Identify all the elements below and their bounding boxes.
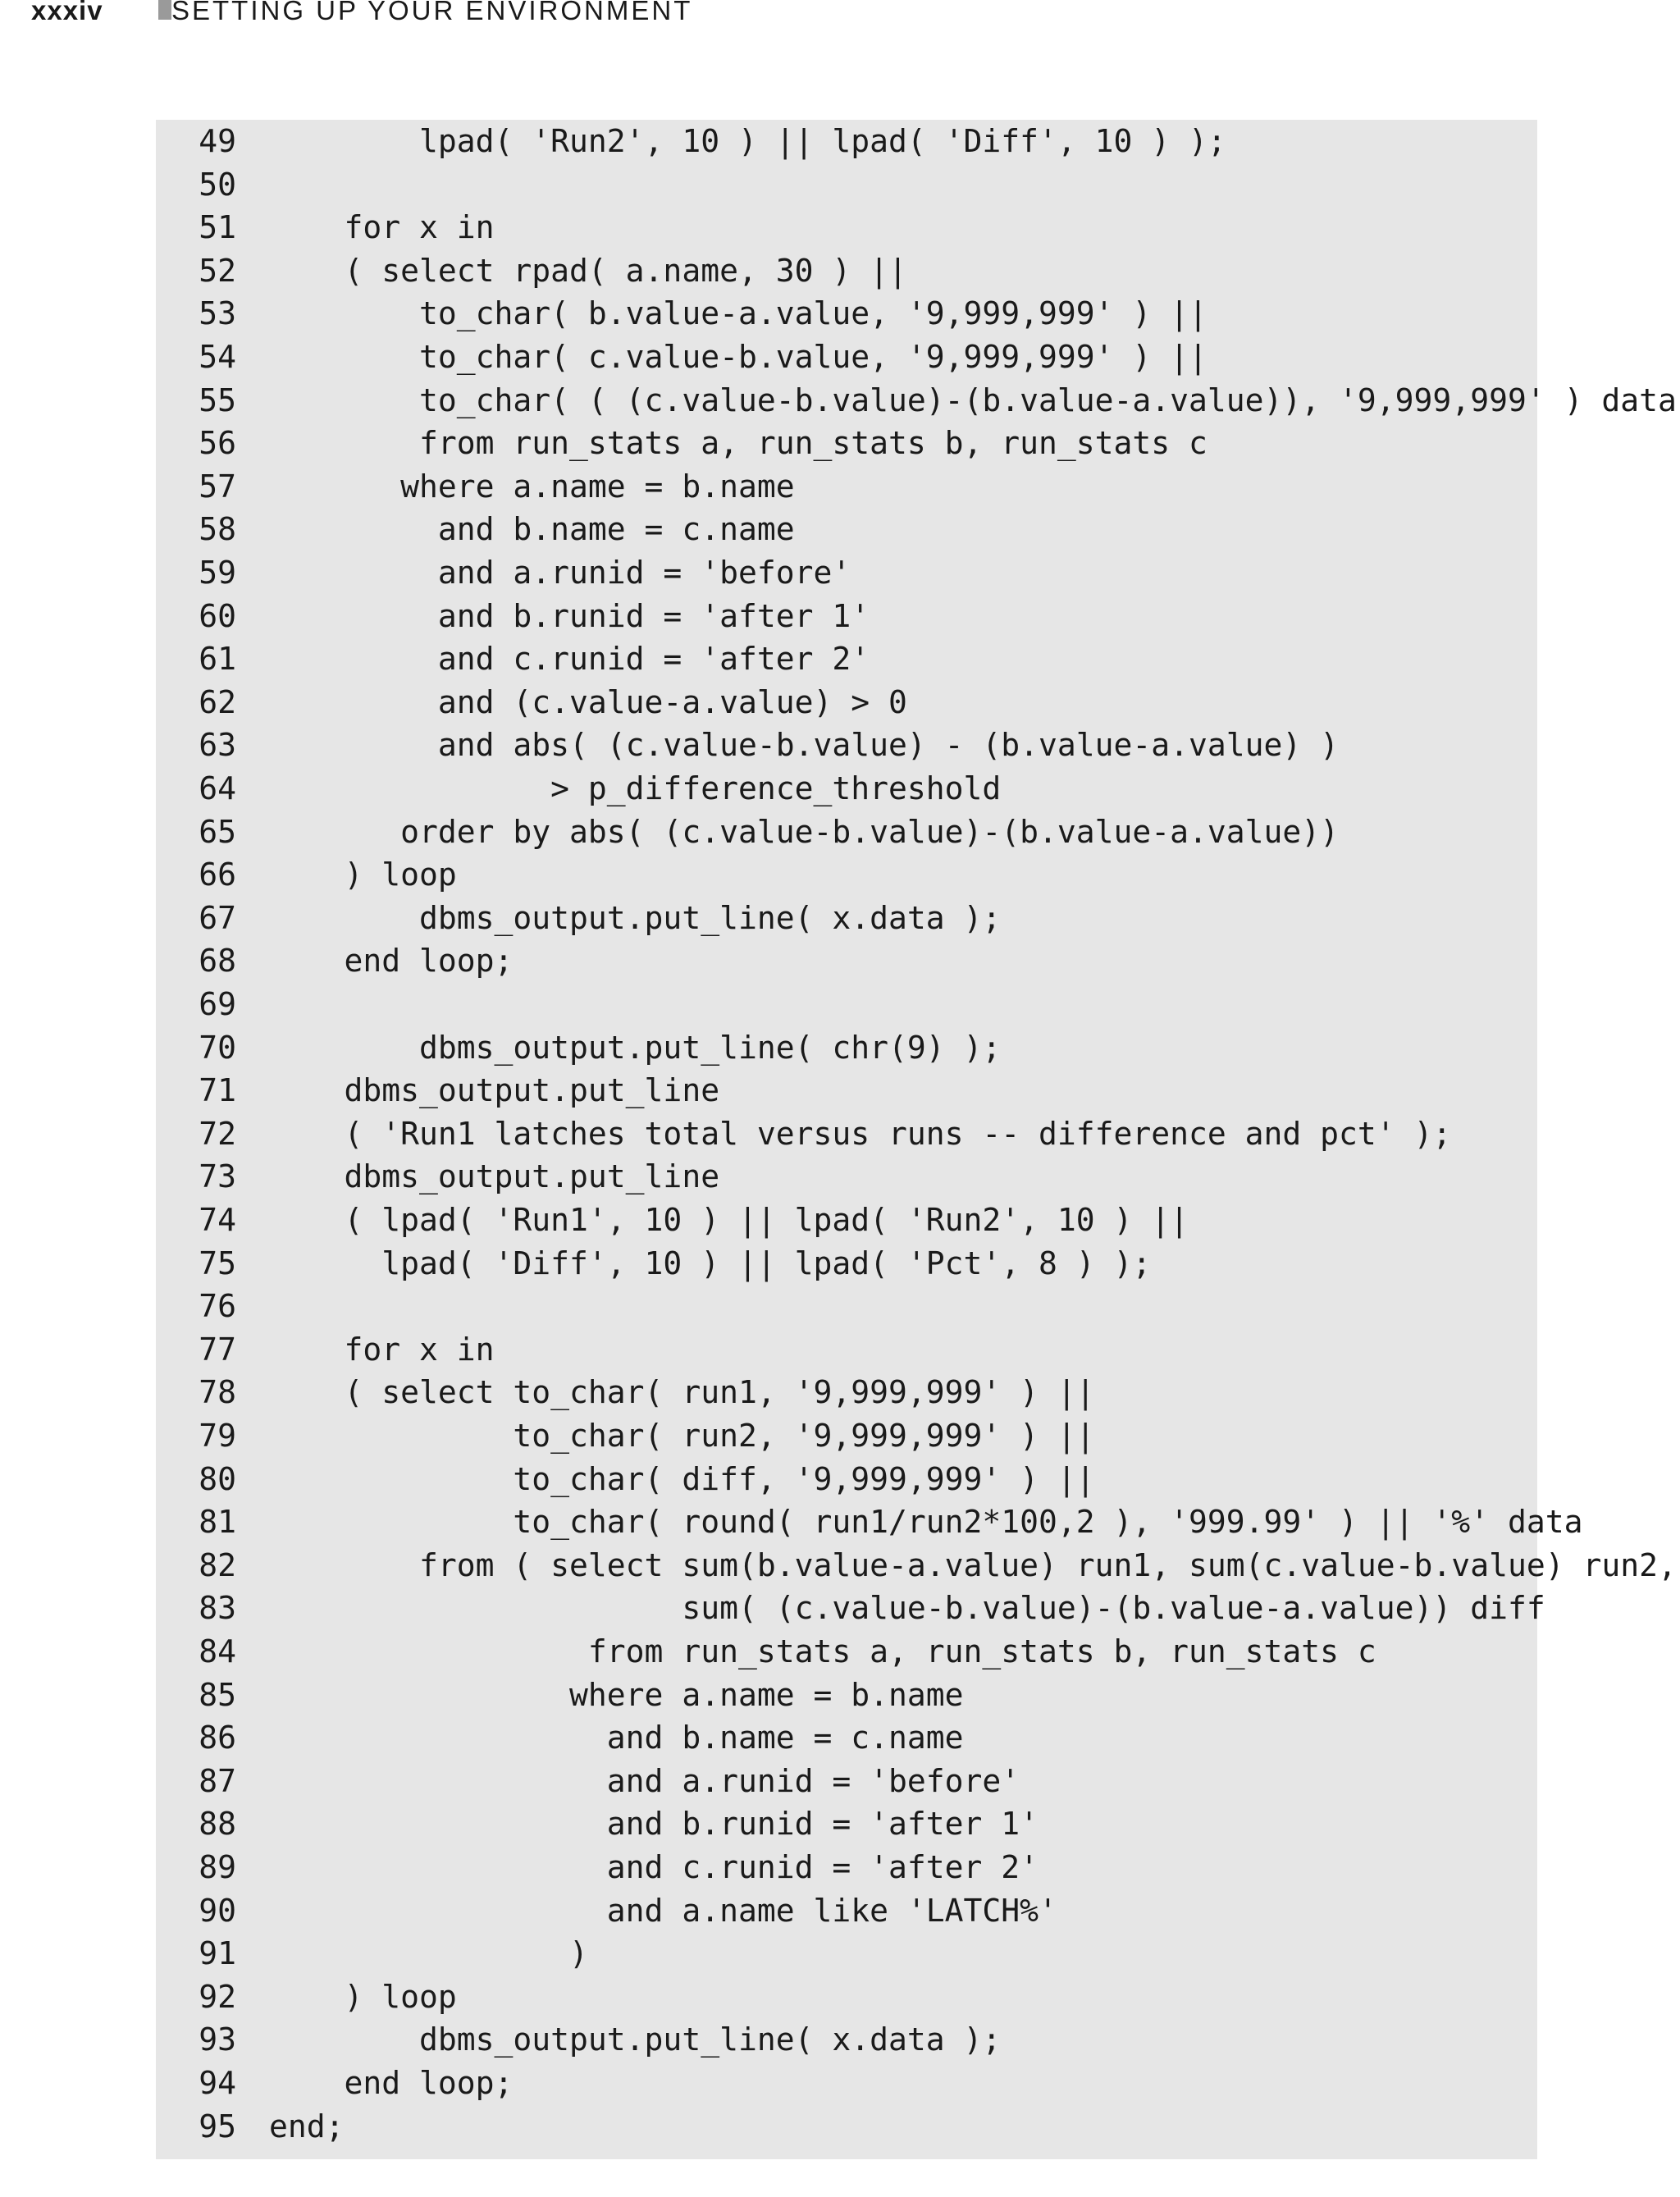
line-number: 55: [199, 381, 236, 418]
code-line: [156, 853, 457, 897]
line-number: 88: [199, 1806, 236, 1843]
code-line: [156, 595, 870, 638]
code-text: to_char( diff, '9,999,999' ) ||: [269, 1460, 1095, 1497]
line-number: 85: [199, 1676, 236, 1713]
code-text: end loop;: [269, 2065, 514, 2101]
code-line: [156, 1328, 495, 1372]
line-number: 82: [199, 1546, 236, 1583]
running-head: SETTING UP YOUR ENVIRONMENT: [171, 0, 693, 25]
code-text: for x in: [269, 209, 495, 246]
code-line: [156, 1112, 1451, 1156]
line-number: 93: [199, 2021, 236, 2058]
line-number: 51: [199, 209, 236, 246]
code-line: [156, 2062, 513, 2105]
code-line: [156, 465, 795, 509]
line-number: 77: [199, 1331, 236, 1368]
code-listing: [156, 120, 1677, 2159]
code-line: [156, 379, 1677, 422]
code-text: ( select to_char( run1, '9,999,999' ) ||: [269, 1374, 1095, 1411]
line-number: 64: [199, 770, 236, 806]
line-number: 80: [199, 1460, 236, 1497]
line-number: 54: [199, 339, 236, 375]
line-number: 53: [199, 295, 236, 332]
line-number: 52: [199, 252, 236, 289]
line-number: 87: [199, 1762, 236, 1799]
code-line: [156, 336, 1208, 379]
code-text: and c.runid = 'after 2': [269, 641, 870, 678]
code-text: end loop;: [269, 943, 514, 980]
line-number: 90: [199, 1892, 236, 1929]
page-header: [0, 0, 1680, 33]
code-text: and b.runid = 'after 1': [269, 1806, 1039, 1843]
line-number: 67: [199, 899, 236, 936]
code-text: from run_stats a, run_stats b, run_stats c: [269, 1633, 1376, 1669]
code-text: dbms_output.put_line: [269, 1158, 720, 1195]
line-number: 69: [199, 986, 236, 1022]
code-text: to_char( round( run1/run2*100,2 ), '999.99' ) || '%' data: [269, 1504, 1583, 1541]
code-text: and a.runid = 'before': [269, 1762, 1020, 1799]
code-line: [156, 724, 1339, 767]
code-text: and b.name = c.name: [269, 1720, 964, 1756]
code-line: [156, 1069, 719, 1112]
code-line: [156, 1199, 1189, 1242]
code-line: [156, 1975, 457, 2019]
code-line: [156, 811, 1339, 854]
line-number: 92: [199, 1978, 236, 2015]
code-text: dbms_output.put_line: [269, 1072, 720, 1109]
code-text: and b.runid = 'after 1': [269, 597, 870, 634]
code-line: [156, 1414, 1095, 1458]
code-line: [156, 508, 795, 551]
code-line: [156, 939, 513, 983]
line-number: 79: [199, 1418, 236, 1454]
line-number: 65: [199, 813, 236, 850]
code-text: and abs( (c.value-b.value) - (b.value-a.value) ): [269, 727, 1340, 764]
line-number: 57: [199, 468, 236, 505]
code-line: [156, 1889, 1057, 1933]
code-text: ) loop: [269, 856, 457, 893]
line-number: 59: [199, 555, 236, 591]
code-text: and a.runid = 'before': [269, 555, 851, 591]
line-number: 70: [199, 1029, 236, 1066]
code-line: [156, 1500, 1582, 1544]
line-number: 68: [199, 943, 236, 980]
code-line: [156, 1587, 1545, 1630]
line-number: 58: [199, 511, 236, 548]
code-line: [156, 1544, 1677, 1587]
code-text: dbms_output.put_line( x.data );: [269, 899, 1002, 936]
code-text: end;: [269, 2108, 345, 2144]
line-number: 86: [199, 1720, 236, 1756]
code-line: [156, 897, 1001, 940]
code-text: where a.name = b.name: [269, 1676, 964, 1713]
code-line: [156, 422, 1208, 465]
code-text: lpad( 'Diff', 10 ) || lpad( 'Pct', 8 ) );: [269, 1245, 1152, 1281]
code-line: [156, 1155, 719, 1199]
header-divider-bar: [158, 0, 171, 20]
code-line: [156, 120, 1226, 163]
code-text: ( 'Run1 latches total versus runs -- difference and pct' );: [269, 1115, 1452, 1152]
code-text: sum( (c.value-b.value)-(b.value-a.value)) diff: [269, 1590, 1545, 1627]
code-line: [156, 1846, 1039, 1889]
page-number: xxxiv: [31, 0, 103, 25]
line-number: 71: [199, 1072, 236, 1109]
code-text: ): [269, 1935, 588, 1972]
code-line: [156, 1802, 1039, 1846]
line-number: 95: [199, 2108, 236, 2144]
line-number: 83: [199, 1590, 236, 1627]
code-text: lpad( 'Run2', 10 ) || lpad( 'Diff', 10 ) );: [269, 123, 1226, 159]
code-text: to_char( b.value-a.value, '9,999,999' ) ||: [269, 295, 1208, 332]
code-text: order by abs( (c.value-b.value)-(b.value-a.value)): [269, 813, 1340, 850]
line-number: 60: [199, 597, 236, 634]
line-number: 72: [199, 1115, 236, 1152]
line-number: 74: [199, 1202, 236, 1238]
code-text: for x in: [269, 1331, 495, 1368]
code-line: [156, 767, 1001, 811]
code-line: [156, 1458, 1095, 1501]
line-number: 56: [199, 425, 236, 462]
code-text: to_char( ( (c.value-b.value)-(b.value-a.value)), '9,999,999' ) data: [269, 381, 1677, 418]
code-line: [156, 1026, 1001, 1070]
code-line: [156, 1932, 588, 1975]
code-text: dbms_output.put_line( chr(9) );: [269, 1029, 1002, 1066]
code-text: dbms_output.put_line( x.data );: [269, 2021, 1002, 2058]
line-number: 62: [199, 683, 236, 720]
code-text: ) loop: [269, 1978, 457, 2015]
code-line: [156, 1716, 963, 1760]
line-number: 61: [199, 641, 236, 678]
code-line: [156, 1630, 1376, 1674]
code-line: [156, 2105, 345, 2149]
code-text: ( select rpad( a.name, 30 ) ||: [269, 252, 907, 289]
code-line: [156, 1285, 269, 1328]
line-number: 73: [199, 1158, 236, 1195]
code-line: [156, 163, 269, 207]
code-line: [156, 983, 269, 1026]
code-line: [156, 1242, 1151, 1286]
code-text: ( lpad( 'Run1', 10 ) || lpad( 'Run2', 10 ) ||: [269, 1202, 1189, 1238]
code-text: and b.name = c.name: [269, 511, 795, 548]
line-number: 49: [199, 123, 236, 159]
code-line: [156, 1674, 963, 1717]
line-number: 50: [199, 166, 236, 203]
line-number: 75: [199, 1245, 236, 1281]
code-line: [156, 249, 907, 293]
line-number: 84: [199, 1633, 236, 1669]
line-number: 81: [199, 1504, 236, 1541]
code-line: [156, 551, 851, 595]
code-text: where a.name = b.name: [269, 468, 795, 505]
line-number: 91: [199, 1935, 236, 1972]
line-number: 78: [199, 1374, 236, 1411]
code-text: from ( select sum(b.value-a.value) run1, sum(c.value-b.value) run2,: [269, 1546, 1677, 1583]
line-number: 94: [199, 2065, 236, 2101]
code-line: [156, 206, 495, 249]
code-line: [156, 681, 907, 724]
code-line: [156, 1371, 1095, 1414]
code-text: > p_difference_threshold: [269, 770, 1002, 806]
code-text: to_char( run2, '9,999,999' ) ||: [269, 1418, 1095, 1454]
code-line: [156, 292, 1208, 336]
line-number: 66: [199, 856, 236, 893]
code-text: and c.runid = 'after 2': [269, 1849, 1039, 1885]
code-line: [156, 637, 870, 681]
code-text: and a.name like 'LATCH%': [269, 1892, 1057, 1929]
code-text: to_char( c.value-b.value, '9,999,999' ) ||: [269, 339, 1208, 375]
line-number: 76: [199, 1288, 236, 1325]
code-text: from run_stats a, run_stats b, run_stats c: [269, 425, 1208, 462]
code-line: [156, 2018, 1001, 2062]
line-number: 63: [199, 727, 236, 764]
code-line: [156, 1760, 1020, 1803]
line-number: 89: [199, 1849, 236, 1885]
code-text: and (c.value-a.value) > 0: [269, 683, 907, 720]
